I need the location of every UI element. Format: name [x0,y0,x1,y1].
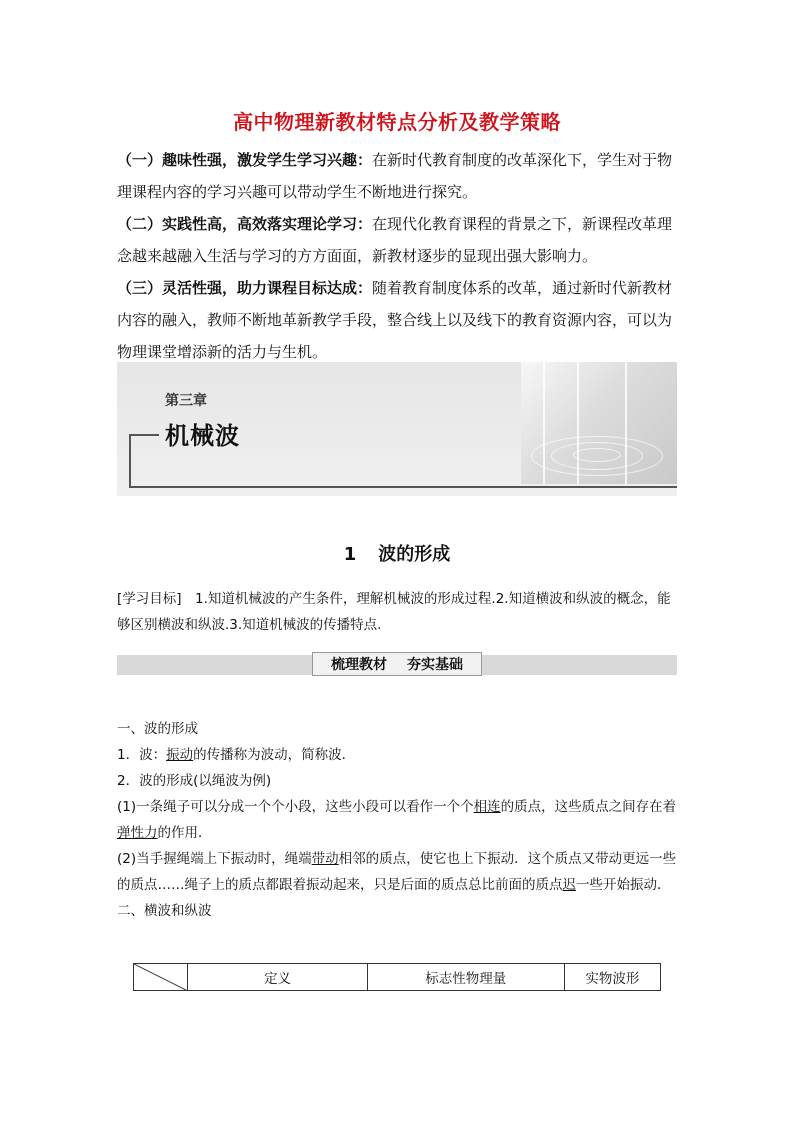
chapter-number: 第三章 [165,393,207,409]
intro-paragraph-3 [117,272,677,368]
table-header: 标志性物理量 [367,964,564,991]
paragraph-wave-definition: 1．波：振动的传播称为波动，简称波． [117,747,356,763]
intro-label: （三）灵活性强，助力课程目标达成： [117,279,373,297]
wave-comparison-table [133,963,661,991]
paragraph-wave-formation: 2．波的形成(以绳波为例) [117,773,272,789]
intro-section [117,144,677,368]
table-header-row [134,964,661,991]
intro-paragraph-2 [117,208,677,272]
chapter-banner [117,362,677,496]
banner-line [129,434,131,486]
intro-label: （二）实践性高，高效落实理论学习： [117,215,373,233]
body-text [117,716,679,924]
water-drop-image [521,362,677,484]
intro-paragraph-1 [117,144,677,208]
heading-wave-formation: 一、波的形成 [117,721,198,737]
intro-text: 随着教育制度体系的改革，通过新时代新教材内容的融入，教师不断地革新教学手段，整合线上以及线下的教育资源内容，可以为物理课堂增添新的活力与生机。 [117,279,673,361]
section-name: 波的形成 [378,544,451,565]
intro-text: 在新时代教育制度的改革深化下，学生对于物理课程内容的学习兴趣可以带动学生不断地进行探究。 [117,151,673,201]
band-label-left: 梳理教材 [331,657,387,673]
table-header: 定义 [188,964,367,991]
paragraph-rope-vibration: (2)当手握绳端上下振动时，绳端带动相邻的质点，使它也上下振动．这个质点又带动更远一些的质点……绳子上的质点都跟着振动起来，只是后面的质点总比前面的质点迟一些开始振动． [117,851,677,893]
intro-label: （一）趣味性强，激发学生学习兴趣： [117,151,373,169]
blank-answer: 带动 [311,851,339,867]
section-number: 1 [343,544,357,565]
table-header: 实物波形 [564,964,660,991]
section-title [0,540,794,566]
band-label-right: 夯实基础 [407,657,463,673]
banner-line [129,486,677,488]
heading-transverse-longitudinal: 二、横波和纵波 [117,903,212,919]
blank-answer: 弹性力 [117,825,158,841]
learning-goals: [学习目标] 1.知道机械波的产生条件，理解机械波的形成过程.2.知道横波和纵波的概念，能够区别横波和纵波.3.知道机械波的传播特点. [117,591,671,633]
diagonal-header-cell [134,964,188,991]
blank-answer: 相连 [473,799,501,815]
blank-answer: 迟 [562,877,576,893]
paragraph-rope-segments: (1)一条绳子可以分成一个个小段，这些小段可以看作一个个相连的质点，这些质点之间存在着弹性力的作用． [117,799,677,841]
diagonal-line [134,964,188,991]
intro-text: 在现代化教育课程的背景之下，新课程改革理念越来越融入生活与学习的方方面面，新教材逐步的显现出强大影响力。 [117,215,673,265]
main-title: 高中物理新教材特点分析及教学策略 [233,110,561,134]
banner-line [129,434,159,436]
chapter-name: 机械波 [165,422,240,450]
blank-answer: 振动 [166,747,194,763]
band-label [312,652,482,676]
